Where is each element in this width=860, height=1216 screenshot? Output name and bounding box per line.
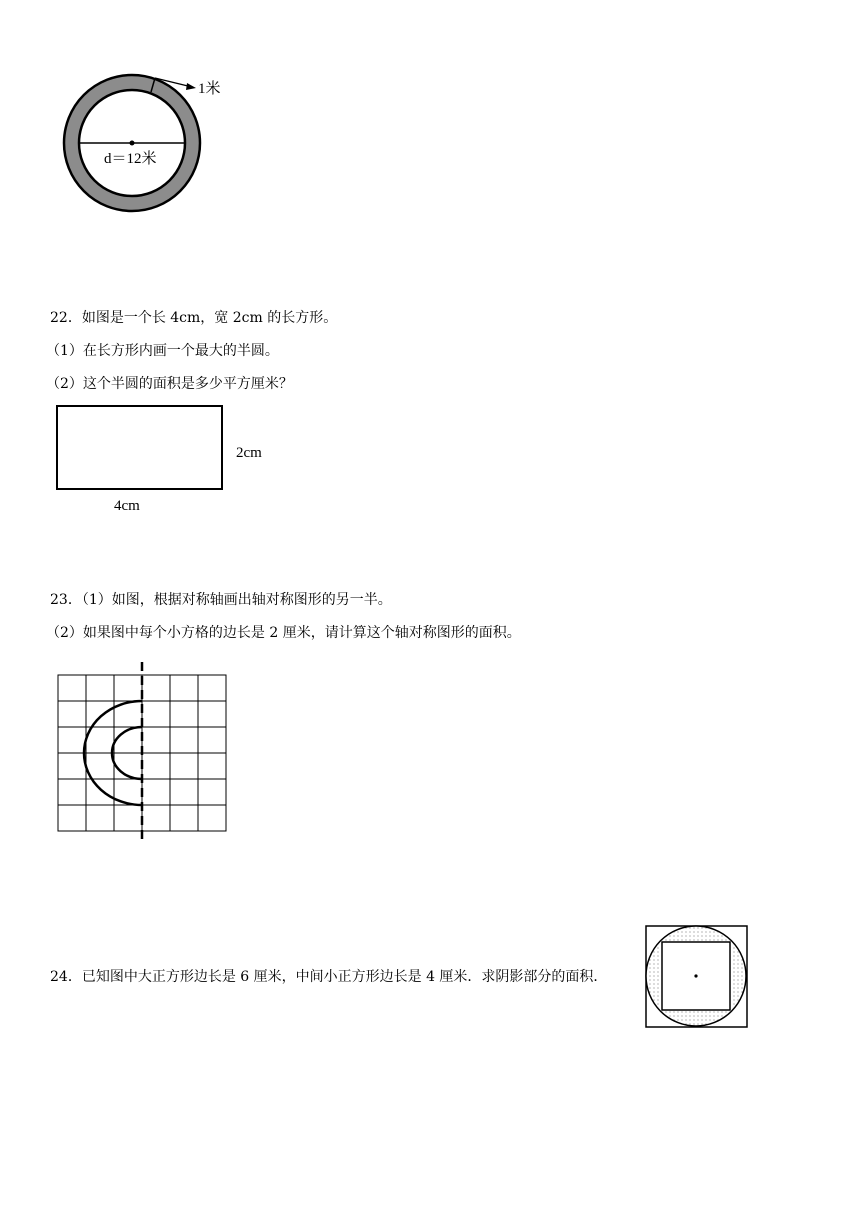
q22-part1: （1）在长方形内画一个最大的半圆。 <box>46 343 279 359</box>
rectangle-figure <box>50 400 280 520</box>
length-label: 4cm <box>114 498 140 514</box>
annulus-figure <box>50 65 250 230</box>
center-point <box>694 974 697 977</box>
diameter-label: d＝12米 <box>104 151 157 167</box>
center-dot <box>130 141 135 146</box>
height-label: 2cm <box>236 445 262 461</box>
q22-stem: 22．如图是一个长 4cm，宽 2cm 的长方形。 <box>50 310 338 326</box>
q22-part2: （2）这个半圆的面积是多少平方厘米？ <box>46 376 293 392</box>
rectangle-shape <box>57 406 222 489</box>
width-label: 1米 <box>198 81 221 97</box>
grid-figure <box>50 660 240 845</box>
q24-stem: 24．已知图中大正方形边长是 6 厘米，中间小正方形边长是 4 厘米．求阴影部分的面积． <box>50 969 608 985</box>
square-circle-figure <box>640 922 755 1032</box>
width-arrow-head <box>186 83 196 90</box>
q23-part1: 23．（1）如图，根据对称轴画出轴对称图形的另一半。 <box>50 592 392 608</box>
q23-part2: （2）如果图中每个小方格的边长是 2 厘米，请计算这个轴对称图形的面积。 <box>46 625 521 641</box>
